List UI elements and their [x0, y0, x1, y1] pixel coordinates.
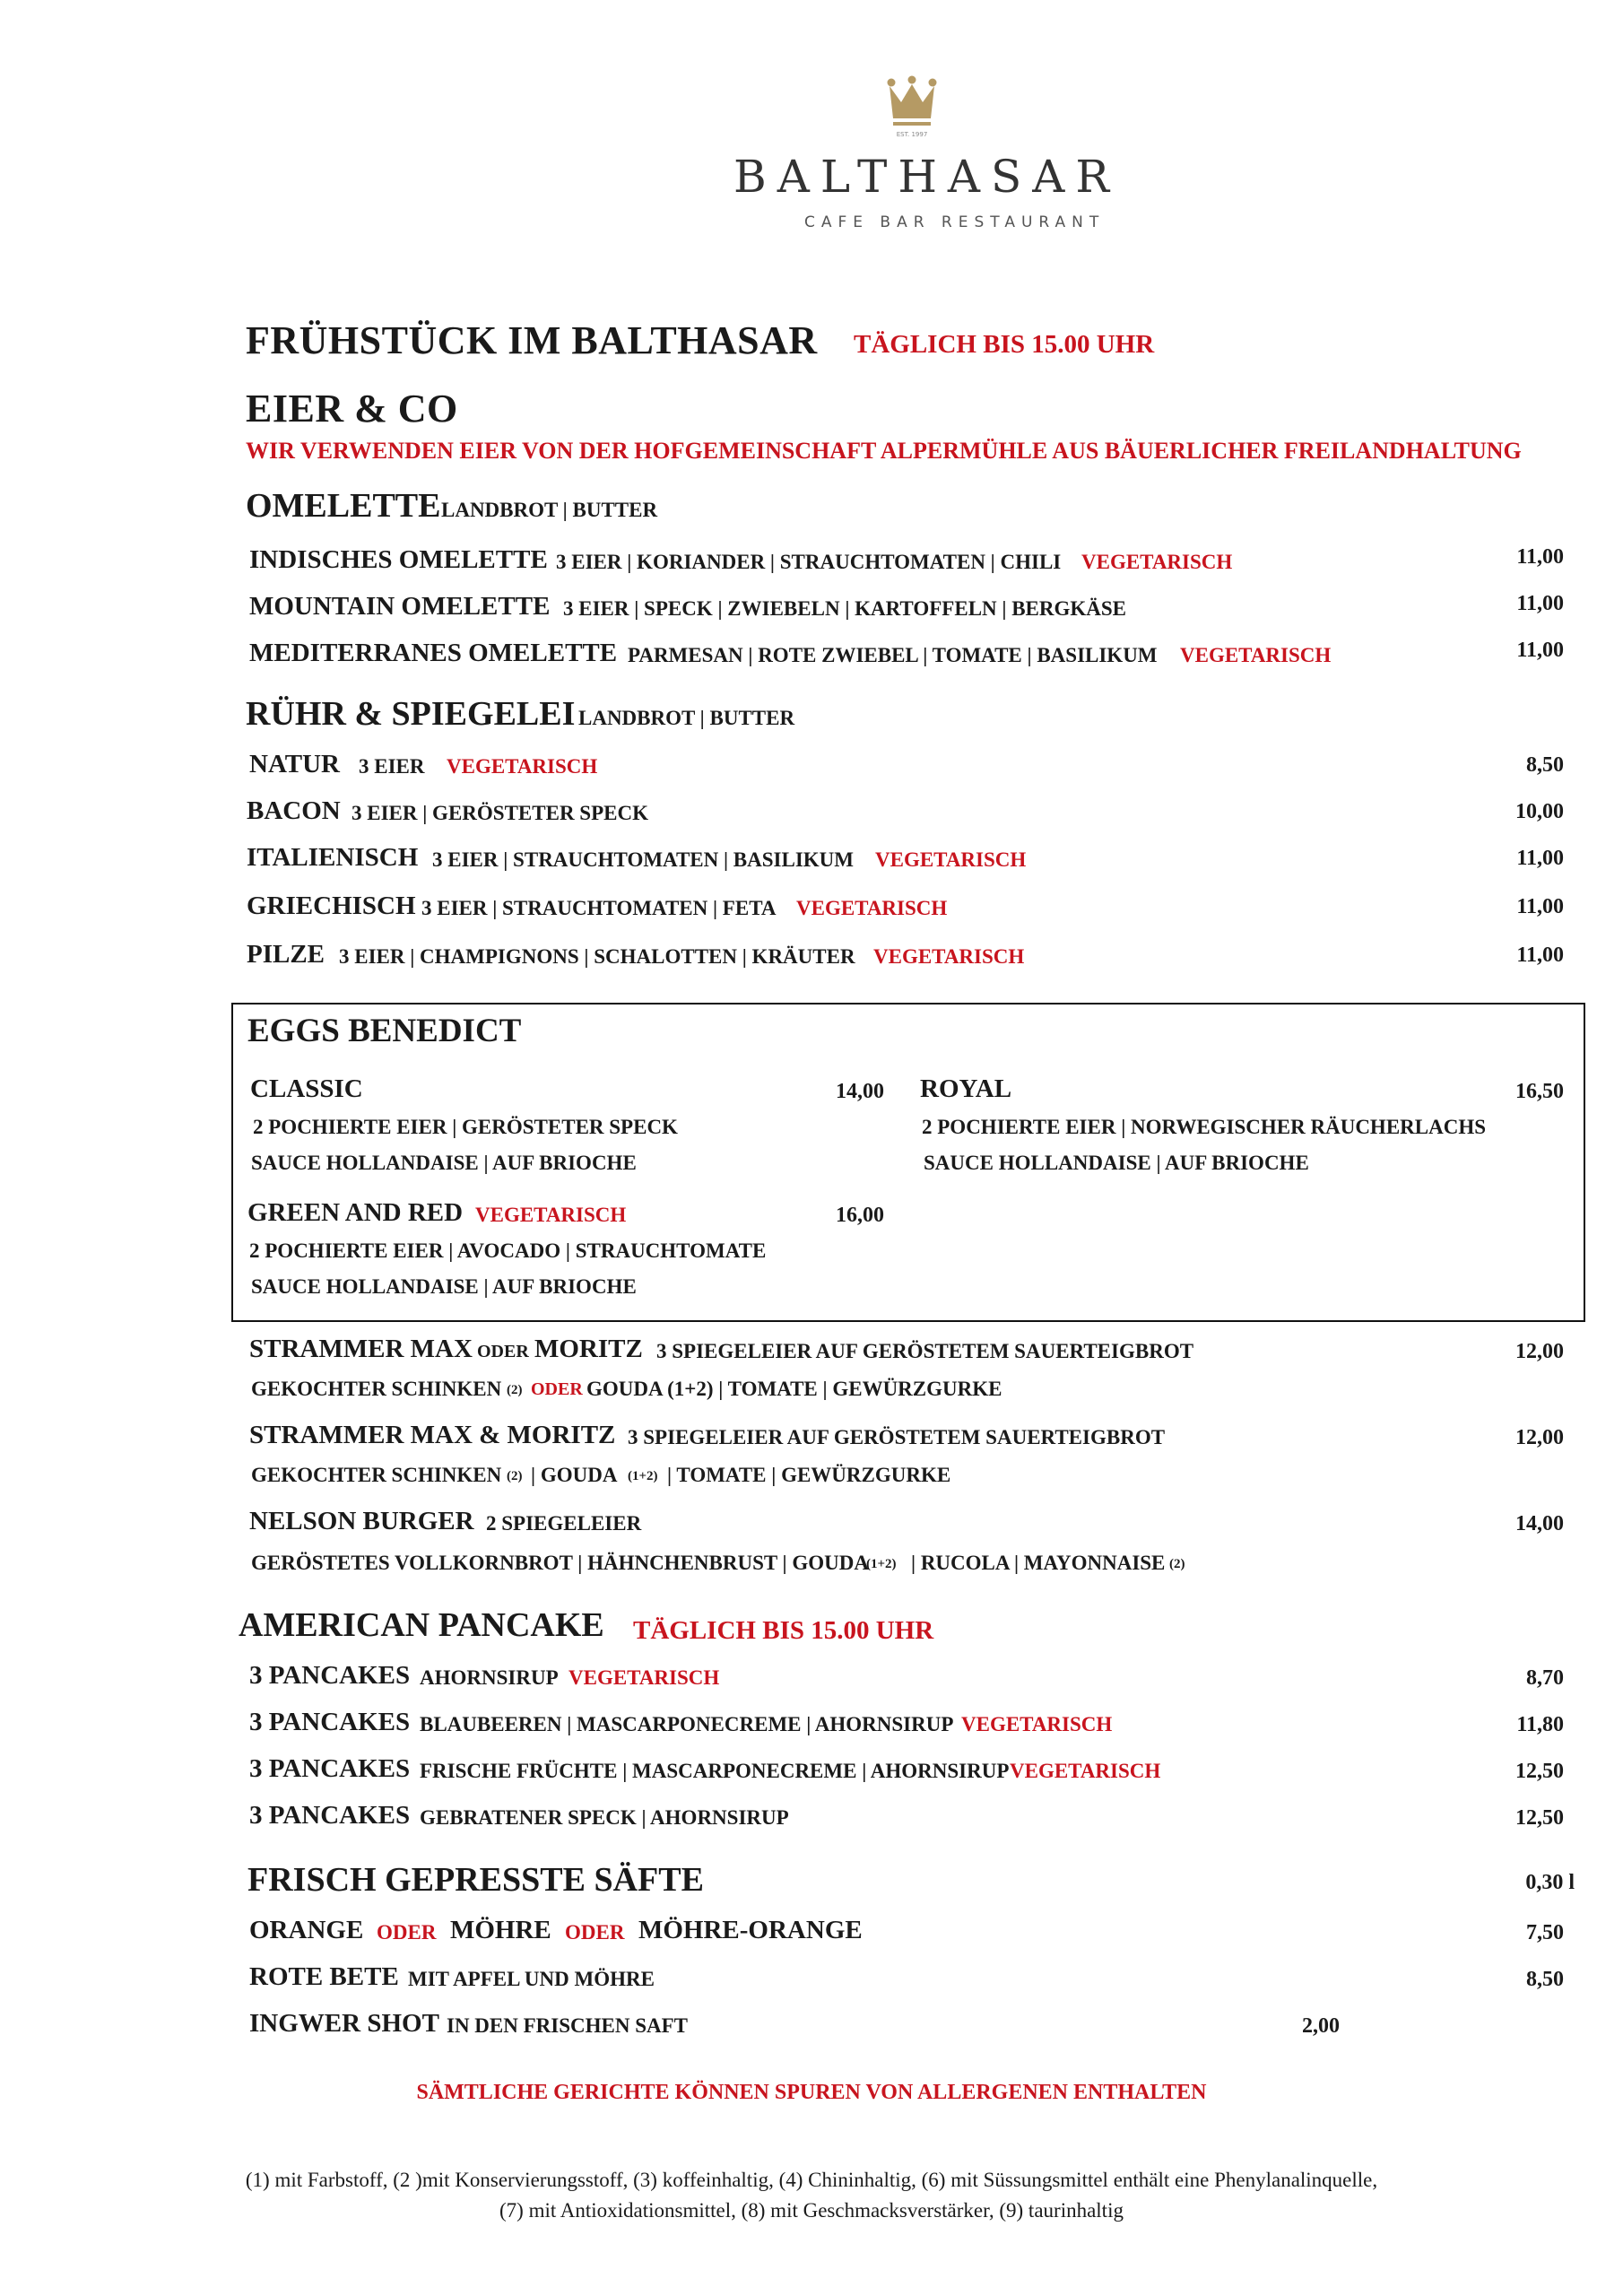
item-desc: MIT APFEL UND MÖHRE	[408, 1968, 655, 1990]
section-saefte-title: FRISCH GEPRESSTE SÄFTE	[247, 1861, 704, 1899]
item-price: 8,50	[1526, 753, 1564, 777]
section-benedict-title: EGGS BENEDICT	[247, 1013, 522, 1049]
item-desc: 3 EIER | GERÖSTETER SPECK	[352, 802, 648, 824]
item-name: GRIECHISCH	[247, 891, 416, 920]
item-desc: 3 EIER | SPECK | ZWIEBELN | KARTOFFELN | BERGKÄSE	[563, 597, 1127, 620]
item-desc: 2 SPIEGELEIER	[486, 1512, 642, 1535]
vegetarian-tag: VEGETARISCH	[875, 848, 1027, 871]
item-desc: | TOMATE | GEWÜRZGURKE	[667, 1464, 951, 1486]
eier-note: WIR VERWENDEN EIER VON DER HOFGEMEINSCHAFT ALPERMÜHLE AUS BÄUERLICHER FREILANDHALTUNG	[246, 438, 1522, 464]
item-desc: BLAUBEEREN | MASCARPONECREME | AHORNSIRUP	[420, 1713, 954, 1735]
item-desc: 3 EIER | STRAUCHTOMATEN | BASILIKUM	[432, 848, 854, 871]
item-name: MORITZ	[534, 1335, 643, 1363]
oder-label: ODER	[477, 1342, 529, 1361]
item-desc: AHORNSIRUP	[420, 1666, 559, 1689]
item-desc: GEBRATENER SPECK | AHORNSIRUP	[420, 1806, 789, 1829]
allergen-code: (1+2)	[866, 1557, 897, 1571]
item-price: 11,00	[1516, 545, 1564, 569]
item-name: 3 PANCAKES	[249, 1661, 411, 1690]
item-name: MEDITERRANES OMELETTE	[249, 639, 618, 667]
item-desc: SAUCE HOLLANDAISE | AUF BRIOCHE	[251, 1152, 637, 1174]
brand-tagline: CAFE BAR RESTAURANT	[804, 213, 1106, 231]
item-name: ROYAL	[920, 1074, 1012, 1103]
item-desc: IN DEN FRISCHEN SAFT	[447, 2014, 689, 2037]
item-desc: 3 EIER	[359, 755, 425, 778]
item-desc: SAUCE HOLLANDAISE | AUF BRIOCHE	[924, 1152, 1309, 1174]
menu-hours: TÄGLICH BIS 15.00 UHR	[854, 330, 1155, 359]
vegetarian-tag: VEGETARISCH	[447, 755, 598, 778]
item-desc: 3 EIER | STRAUCHTOMATEN | FETA	[421, 897, 777, 919]
section-pancake-title: AMERICAN PANCAKE	[239, 1606, 604, 1644]
vegetarian-tag: VEGETARISCH	[475, 1204, 627, 1226]
item-desc: 3 EIER | CHAMPIGNONS | SCHALOTTEN | KRÄUTER	[339, 945, 855, 968]
volume-label: 0,30 l	[1525, 1871, 1575, 1894]
vegetarian-tag: VEGETARISCH	[1010, 1760, 1161, 1782]
menu-title: FRÜHSTÜCK IM BALTHASAR	[246, 318, 818, 362]
allergen-note: SÄMTLICHE GERICHTE KÖNNEN SPUREN VON ALLERGENEN ENTHALTEN	[416, 2081, 1207, 2104]
allergen-code: (2)	[1169, 1557, 1185, 1571]
item-name: ORANGE	[249, 1916, 364, 1944]
item-desc: 3 EIER | KORIANDER | STRAUCHTOMATEN | CHILI	[556, 551, 1062, 573]
item-desc: | RUCOLA | MAYONNAISE	[911, 1552, 1166, 1574]
vegetarian-tag: VEGETARISCH	[1081, 551, 1233, 573]
item-price: 11,80	[1516, 1713, 1564, 1736]
vegetarian-tag: VEGETARISCH	[873, 945, 1025, 968]
item-price: 16,50	[1515, 1080, 1564, 1103]
item-desc: SAUCE HOLLANDAISE | AUF BRIOCHE	[251, 1275, 637, 1298]
item-name: NATUR	[249, 750, 340, 778]
item-desc: FRISCHE FRÜCHTE | MASCARPONECREME | AHORNSIRUP	[420, 1760, 1010, 1782]
footnote-line-1: (1) mit Farbstoff, (2 )mit Konservierungsstoff, (3) koffeinhaltig, (4) Chininhaltig, (6) mit Süssungsmittel enthält eine Phenylanalinquelle,	[245, 2169, 1378, 2191]
section-ruehr-title: RÜHR & SPIEGELEI	[246, 695, 576, 733]
vegetarian-tag: VEGETARISCH	[568, 1666, 720, 1689]
omelette-sub: LANDBROT | BUTTER	[441, 499, 658, 521]
item-name: MOUNTAIN OMELETTE	[249, 592, 551, 621]
item-price: 11,00	[1516, 944, 1564, 967]
item-price: 14,00	[836, 1080, 884, 1103]
item-name: INDISCHES OMELETTE	[249, 545, 548, 574]
item-name: MÖHRE	[450, 1916, 551, 1944]
est-label: EST. 1997	[896, 131, 928, 138]
item-name: PILZE	[247, 940, 325, 969]
item-price: 12,50	[1515, 1760, 1564, 1783]
item-price: 12,00	[1515, 1340, 1564, 1363]
item-desc: GERÖSTETES VOLLKORNBROT | HÄHNCHENBRUST | GOUDA	[251, 1552, 869, 1574]
item-name: MÖHRE-ORANGE	[638, 1916, 863, 1944]
item-name: INGWER SHOT	[249, 2009, 439, 2038]
item-desc: GOUDA (1+2) | TOMATE | GEWÜRZGURKE	[586, 1378, 1002, 1400]
item-name: BACON	[247, 796, 341, 825]
item-name: ITALIENISCH	[247, 843, 419, 872]
item-price: 8,70	[1526, 1666, 1564, 1690]
item-price: 12,50	[1515, 1806, 1564, 1830]
item-name: ROTE BETE	[249, 1962, 399, 1991]
oder-label: ODER	[377, 1921, 437, 1944]
item-desc: GEKOCHTER SCHINKEN	[251, 1378, 502, 1400]
item-price: 2,00	[1302, 2014, 1340, 2038]
item-name: STRAMMER MAX	[249, 1335, 473, 1363]
item-price: 10,00	[1515, 800, 1564, 823]
pancake-hours: TÄGLICH BIS 15.00 UHR	[633, 1616, 934, 1645]
section-omelette-title: OMELETTE	[246, 487, 441, 525]
oder-label: ODER	[531, 1379, 583, 1399]
oder-label: ODER	[565, 1921, 625, 1944]
item-name: GREEN AND RED	[247, 1198, 464, 1227]
brand-name: BALTHASAR	[733, 151, 1121, 203]
item-price: 16,00	[836, 1204, 884, 1227]
vegetarian-tag: VEGETARISCH	[796, 897, 948, 919]
item-price: 8,50	[1526, 1968, 1564, 1991]
item-desc: 2 POCHIERTE EIER | AVOCADO | STRAUCHTOMATE	[249, 1239, 767, 1262]
item-desc: | GOUDA	[531, 1464, 618, 1486]
item-price: 12,00	[1515, 1426, 1564, 1449]
item-name: CLASSIC	[250, 1074, 363, 1103]
allergen-code: (1+2)	[628, 1469, 658, 1483]
allergen-code: (2)	[507, 1469, 523, 1483]
vegetarian-tag: VEGETARISCH	[1180, 644, 1332, 666]
item-desc: 2 POCHIERTE EIER | GERÖSTETER SPECK	[253, 1116, 678, 1138]
item-desc: 3 SPIEGELEIER AUF GERÖSTETEM SAUERTEIGBROT	[656, 1340, 1194, 1362]
item-price: 11,00	[1516, 592, 1564, 615]
item-price: 14,00	[1515, 1512, 1564, 1535]
allergen-code: (2)	[507, 1383, 523, 1397]
item-name: NELSON BURGER	[249, 1507, 474, 1535]
item-name: 3 PANCAKES	[249, 1754, 411, 1783]
ruehr-sub: LANDBROT | BUTTER	[578, 707, 795, 729]
item-desc: GEKOCHTER SCHINKEN	[251, 1464, 502, 1486]
item-name: STRAMMER MAX & MORITZ	[249, 1421, 616, 1449]
item-price: 11,00	[1516, 895, 1564, 918]
item-desc: 2 POCHIERTE EIER | NORWEGISCHER RÄUCHERLACHS	[922, 1116, 1487, 1138]
item-name: 3 PANCAKES	[249, 1708, 411, 1736]
vegetarian-tag: VEGETARISCH	[961, 1713, 1113, 1735]
item-price: 7,50	[1526, 1921, 1564, 1944]
section-eier-title: EIER & CO	[246, 387, 458, 430]
crown-icon	[886, 75, 938, 140]
item-name: 3 PANCAKES	[249, 1801, 411, 1830]
item-desc: PARMESAN | ROTE ZWIEBEL | TOMATE | BASILIKUM	[628, 644, 1158, 666]
footnote-line-2: (7) mit Antioxidationsmittel, (8) mit Geschmacksverstärker, (9) taurinhaltig	[499, 2199, 1124, 2222]
item-desc: 3 SPIEGELEIER AUF GERÖSTETEM SAUERTEIGBROT	[628, 1426, 1166, 1448]
item-price: 11,00	[1516, 847, 1564, 870]
item-price: 11,00	[1516, 639, 1564, 662]
